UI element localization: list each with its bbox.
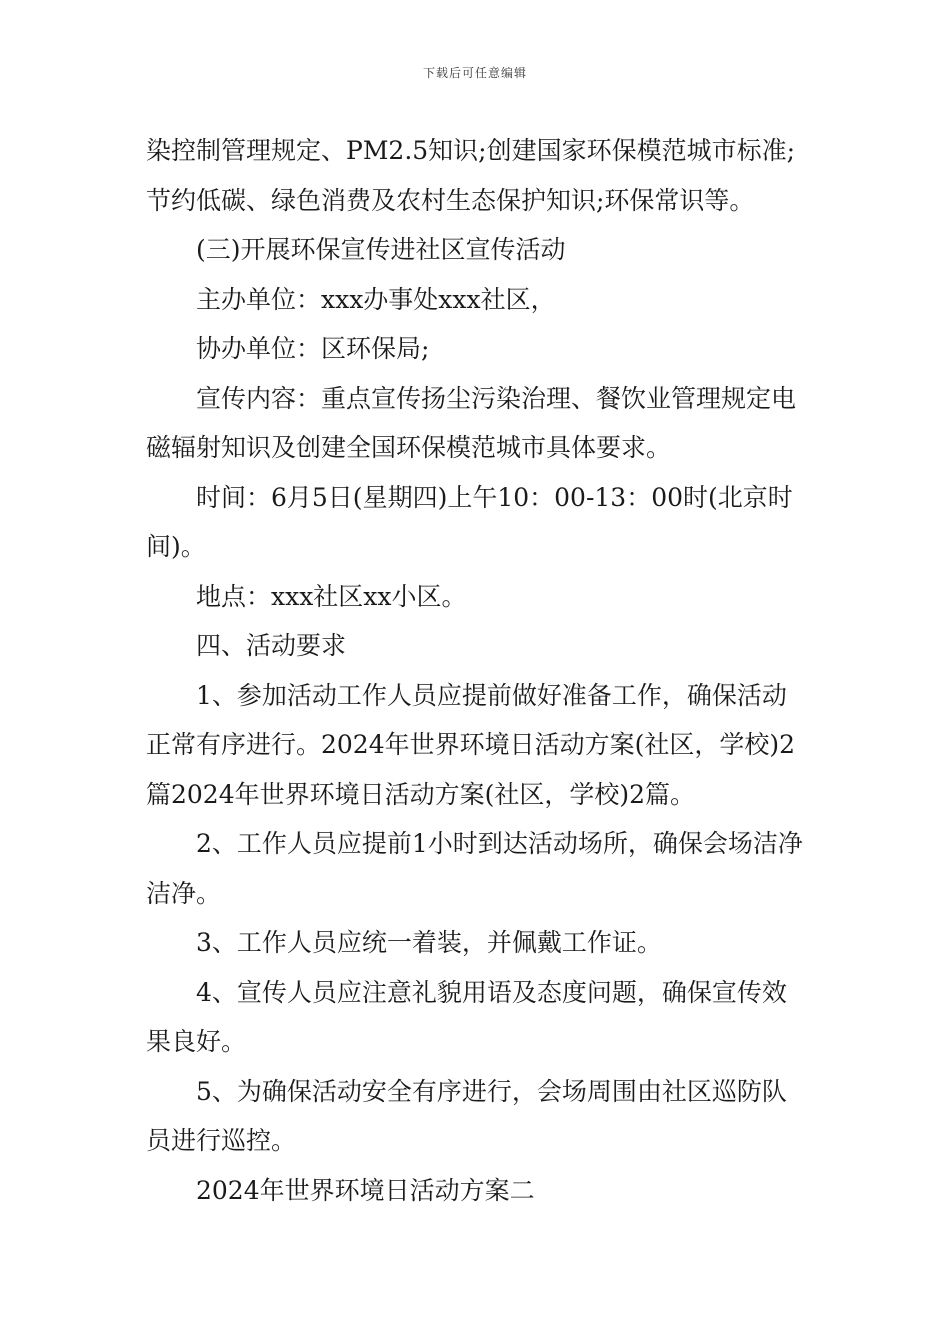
- paragraph-4: 协办单位：区环保局;: [196, 334, 430, 363]
- paragraph-7: 地点：xxx社区xx小区。: [196, 581, 467, 611]
- paragraph-5: 宣传内容：重点宣传扬尘污染治理、餐饮业管理规定电磁辐射知识及创建全国环保模范城市具体要求。: [146, 383, 797, 462]
- section-heading: 四、活动要求: [196, 631, 347, 660]
- document-body: [146, 126, 810, 1215]
- paragraph-6: 时间：6月5日(星期四)上午10：00-13：00时(北京时间)。: [146, 482, 793, 561]
- paragraph-10: 2、工作人员应提前1小时到达活动场所，确保会场洁净洁净。: [146, 829, 803, 908]
- paragraph-11: 3、工作人员应统一着装，并佩戴工作证。: [196, 928, 662, 957]
- page-header: 下载后可任意编辑: [422, 66, 527, 80]
- paragraph-9: 1、参加活动工作人员应提前做好准备工作，确保活动正常有序进行。2024年世界环境日活动方案(社区，学校)2篇2024年世界环境日活动方案(社区，学校)2篇。: [146, 680, 796, 809]
- paragraph-1: 染控制管理规定、PM2.5知识;创建国家环保模范城市标准;节约低碳、绿色消费及农村生态保护知识;环保常识等。: [146, 136, 796, 215]
- subsection-title: 2024年世界环境日活动方案二: [196, 1175, 535, 1205]
- paragraph-3: 主办单位：xxx办事处xxx社区，: [196, 284, 556, 314]
- paragraph-12: 4、宣传人员应注意礼貌用语及态度问题，确保宣传效果良好。: [146, 977, 787, 1056]
- paragraph-2: (三)开展环保宣传进社区宣传活动: [196, 235, 566, 264]
- paragraph-13: 5、为确保活动安全有序进行，会场周围由社区巡防队员进行巡控。: [146, 1076, 787, 1155]
